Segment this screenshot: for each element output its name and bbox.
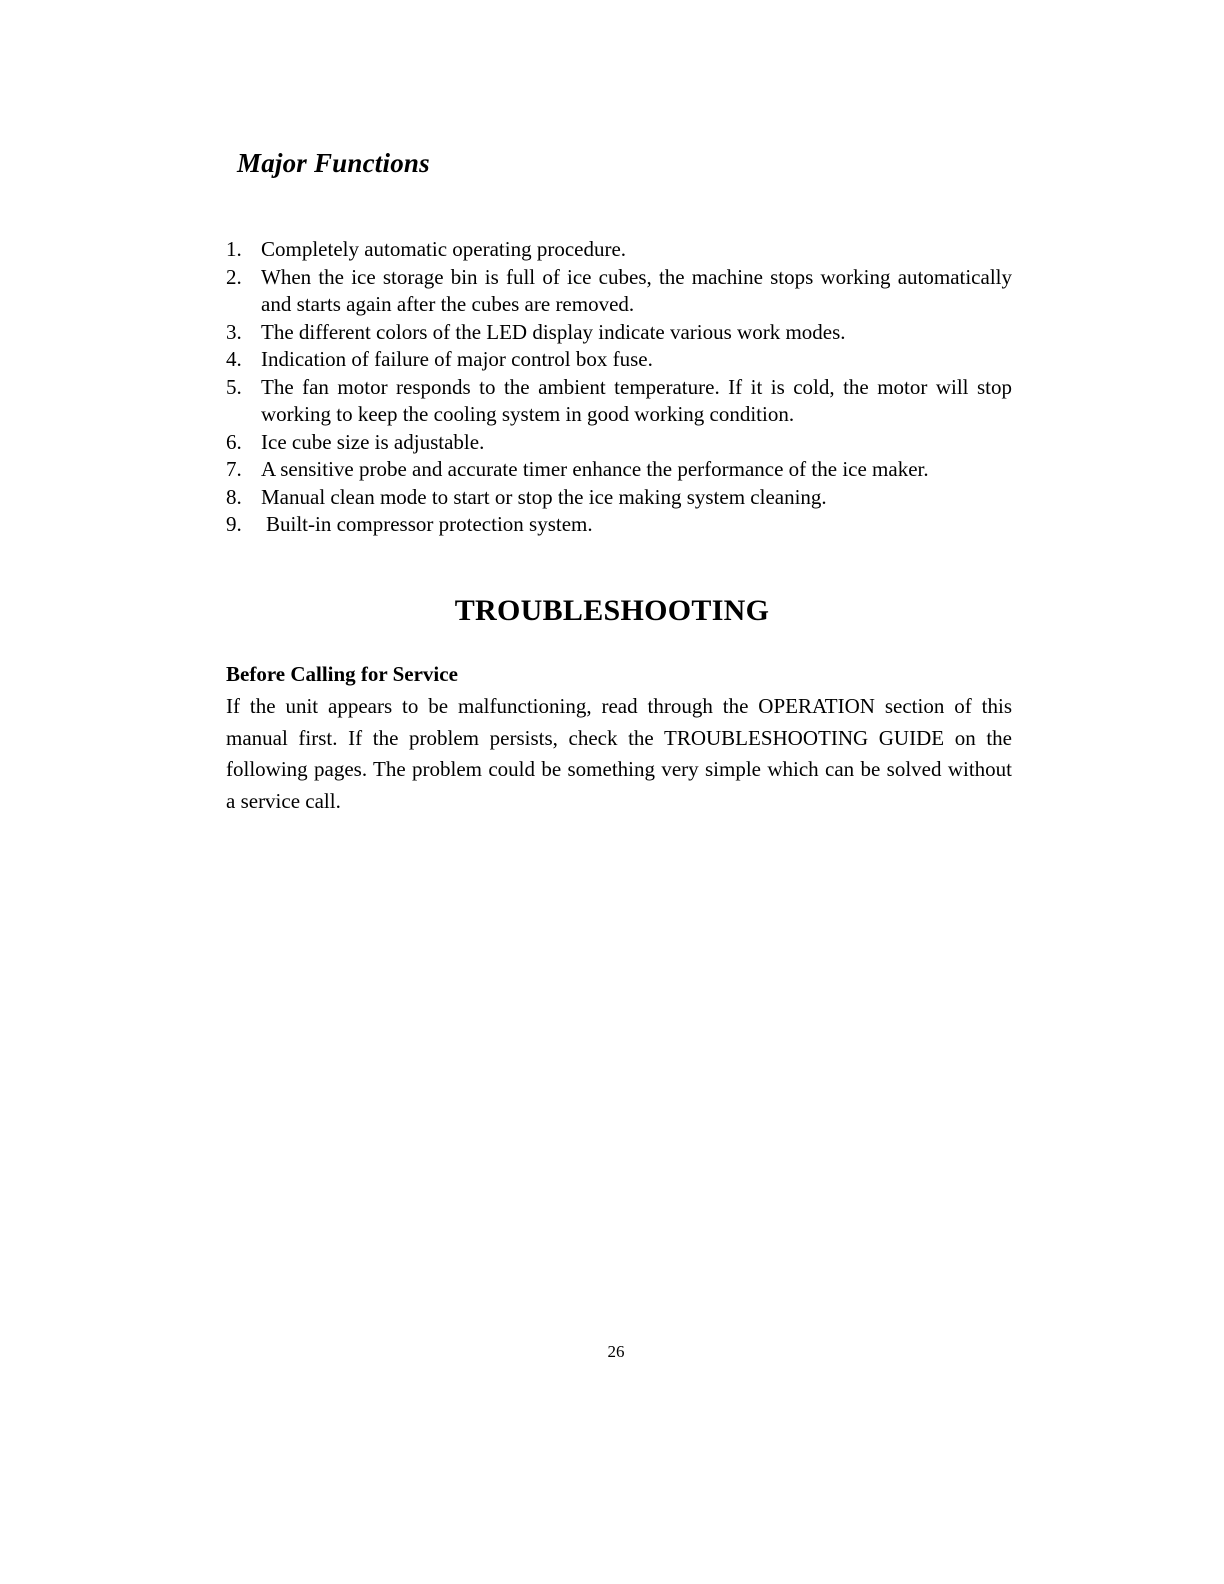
list-item-number: 2. [226, 264, 242, 289]
list-item-text: Manual clean mode to start or stop the ice making system cleaning. [261, 484, 827, 509]
list-item-number: 8. [226, 484, 242, 509]
list-item-text: A sensitive probe and accurate timer enhance the performance of the ice maker. [261, 457, 929, 481]
list-item-text: Completely automatic operating procedure. [261, 237, 627, 261]
list-item [226, 264, 1012, 319]
troubleshooting-paragraph: If the unit appears to be malfunctioning, read through the OPERATION section of this manual first. If the problem persists, check the TROUBLESHOOTING GUIDE on the following pages. The problem could be something very simple which can be solved without a service call. [226, 694, 1012, 813]
list-item [226, 374, 1012, 429]
list-item [226, 511, 1012, 539]
list-item-text: When the ice storage bin is full of ice cubes, the machine stops working automatically and starts again after the cubes are removed. [261, 264, 1012, 316]
section-title: Major Functions [237, 148, 430, 178]
list-item [226, 319, 1012, 347]
list-item [226, 346, 1012, 374]
list-item-text: Ice cube size is adjustable. [261, 429, 485, 454]
list-item [226, 484, 1012, 512]
list-item-text: Indication of failure of major control box fuse. [261, 347, 653, 371]
list-item-number: 1. [226, 237, 242, 261]
list-item-text: The different colors of the LED display indicate various work modes. [261, 319, 846, 344]
list-item-number: 3. [226, 319, 242, 344]
list-item-number: 9. [226, 512, 242, 536]
list-item-text: The fan motor responds to the ambient temperature. If it is cold, the motor will stop working to keep the cooling system in good working condition. [261, 374, 1012, 426]
page-number: 26 [607, 1342, 625, 1361]
major-functions-list [226, 236, 1012, 539]
list-item-number: 4. [226, 347, 242, 371]
troubleshooting-heading: TROUBLESHOOTING [454, 594, 770, 627]
before-calling-subheading: Before Calling for Service [226, 662, 458, 686]
list-item [226, 236, 1012, 264]
list-item-number: 5. [226, 374, 242, 399]
list-item-number: 7. [226, 457, 242, 481]
list-item [226, 429, 1012, 457]
list-item-number: 6. [226, 429, 242, 454]
list-item [226, 456, 1012, 484]
list-item-text: Built-in compressor protection system. [266, 512, 593, 536]
